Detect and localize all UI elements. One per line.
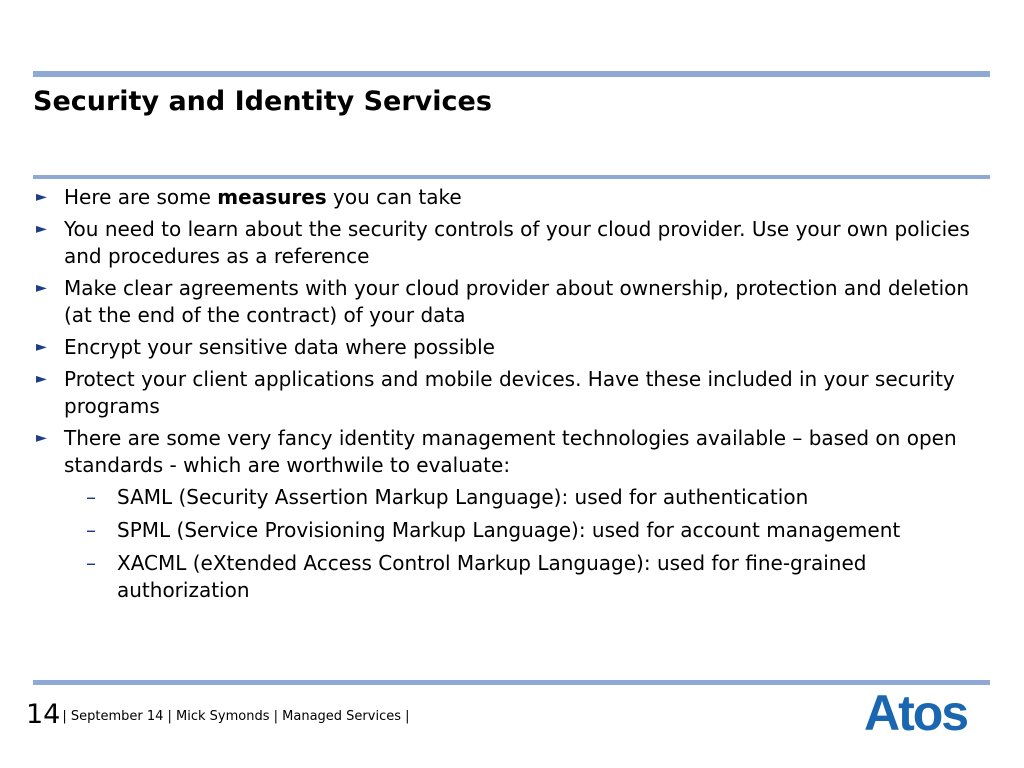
bullet-text-pre: Here are some <box>64 185 218 209</box>
bullet-list <box>33 184 993 610</box>
logo-text: Atos <box>864 688 968 736</box>
bullet-item <box>33 275 993 329</box>
footer-divider <box>33 680 990 685</box>
bullet-text-bold: measures <box>217 185 327 209</box>
bullet-text: Protect your client applications and mobile devices. Have these included in your security programs <box>64 367 955 418</box>
right-triangle-icon: ► <box>36 189 47 205</box>
bullet-text-post: you can take <box>326 185 462 209</box>
sub-bullet-text: XACML (eXtended Access Control Markup Language): used for fine-grained authorization <box>117 551 867 602</box>
sub-bullet-item <box>64 517 993 544</box>
bullet-text: Encrypt your sensitive data where possible <box>64 335 495 359</box>
dash-marker: – <box>86 485 96 509</box>
bullet-item <box>33 366 993 420</box>
bullet-text: There are some very fancy identity management technologies available – based on open standards - which are worthwile to evaluate: <box>64 426 957 477</box>
sub-bullet-text: SPML (Service Provisioning Markup Language): used for account management <box>117 518 901 542</box>
bullet-text: Make clear agreements with your cloud provider about ownership, protection and deletion (at the end of the contract) of your data <box>64 276 970 327</box>
top-divider <box>33 71 990 77</box>
right-triangle-icon: ► <box>36 371 47 387</box>
bullet-item <box>33 334 993 361</box>
bullet-item <box>33 216 993 270</box>
slide-title: Security and Identity Services <box>33 86 492 117</box>
sub-bullet-list <box>64 484 993 604</box>
sub-bullet-text: SAML (Security Assertion Markup Language): used for authentication <box>117 485 809 509</box>
title-divider <box>33 175 990 179</box>
footer <box>26 694 410 730</box>
bullet-item <box>33 184 993 211</box>
dash-marker: – <box>86 551 96 575</box>
right-triangle-icon: ► <box>36 280 47 296</box>
atos-logo <box>864 688 992 736</box>
bullet-item <box>33 425 993 604</box>
bullet-text: You need to learn about the security controls of your cloud provider. Use your own policies and procedures as a reference <box>64 217 970 268</box>
sub-bullet-item <box>64 550 993 604</box>
sub-bullet-item <box>64 484 993 511</box>
right-triangle-icon: ► <box>36 221 47 237</box>
dash-marker: – <box>86 518 96 542</box>
right-triangle-icon: ► <box>36 339 47 355</box>
footer-text: | September 14 | Mick Symonds | Managed Services | <box>62 709 410 724</box>
right-triangle-icon: ► <box>36 430 47 446</box>
page-number: 14 <box>26 699 61 730</box>
